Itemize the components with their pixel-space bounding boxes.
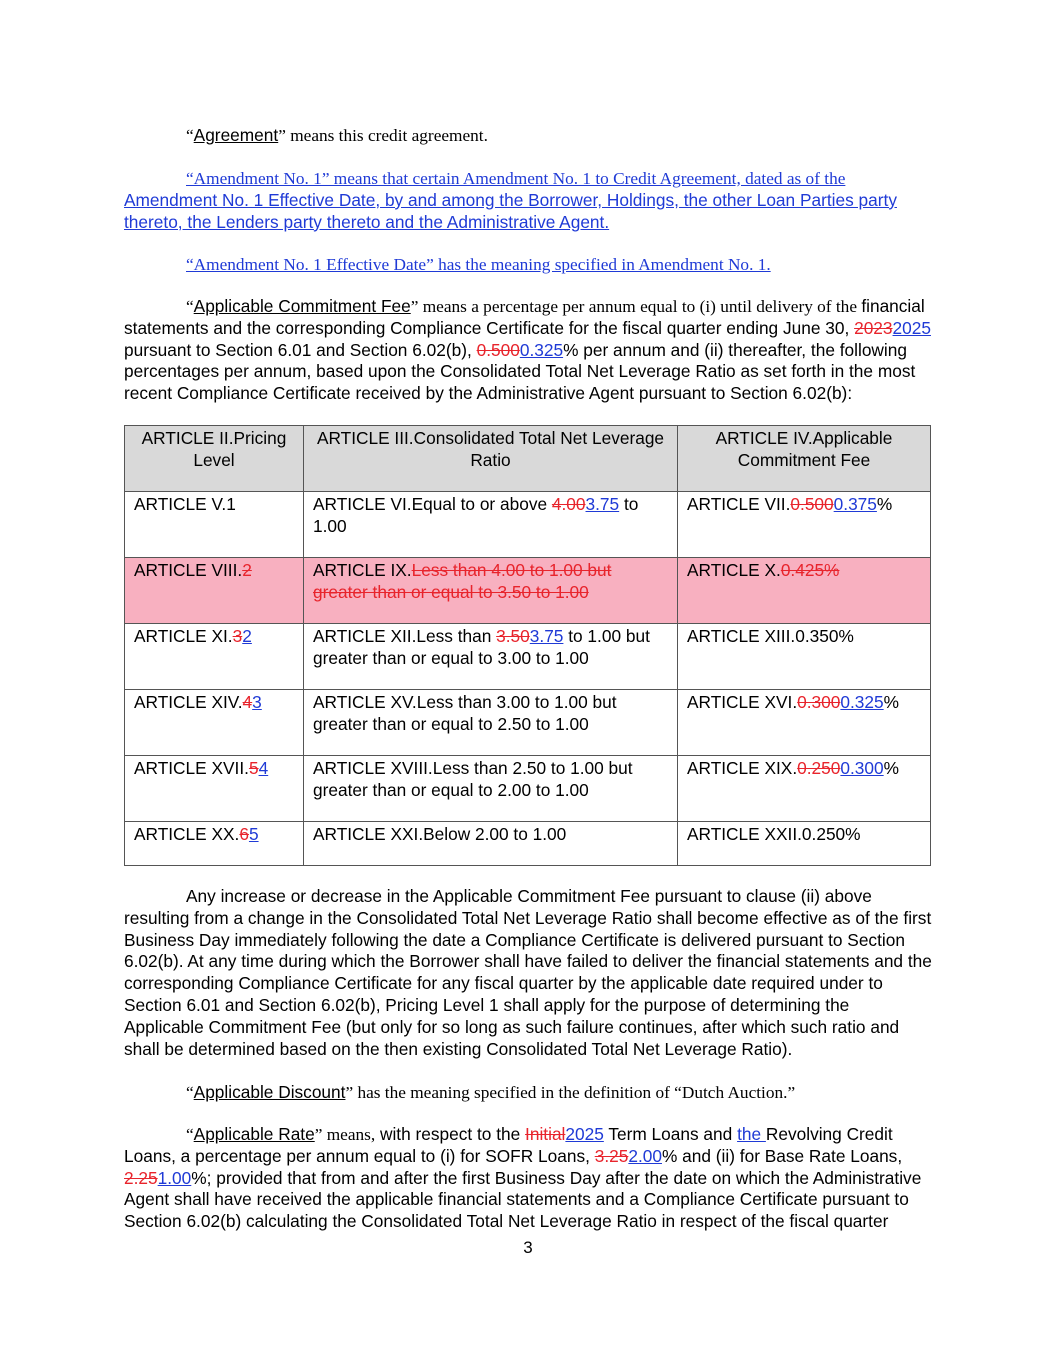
deleted-text: 3.25 [594, 1145, 629, 1166]
inserted-text: 2025 [892, 317, 931, 338]
table-row [125, 690, 931, 756]
definition-applicable-discount: “Applicable Discount” has the meaning specified in the definition of “Dutch Auction.” [186, 1082, 796, 1102]
deleted-text: 2.25 [124, 1167, 158, 1188]
inserted-text: 1.00 [157, 1167, 192, 1188]
table-row-deleted [125, 558, 931, 624]
deleted-text: 2023 [854, 317, 893, 338]
header-pricing-level: ARTICLE II.Pricing Level [125, 426, 304, 492]
defined-term: Applicable Rate [193, 1124, 315, 1144]
pricing-level-cell: ARTICLE XIV.43 [125, 690, 304, 756]
commitment-fee-cell: ARTICLE VII.0.5000.375% [678, 492, 931, 558]
pricing-level-cell: ARTICLE XX.65 [125, 822, 304, 866]
header-commitment-fee: ARTICLE IV.Applicable Commitment Fee [678, 426, 931, 492]
table-header-row [125, 426, 931, 492]
definition-applicable-commitment-fee: “Applicable Commitment Fee” means a percentage per annum equal to (i) until delivery of the financial statements and the corresponding Compliance Certificate for the fiscal quarter ending June 30, 20232025 pursuant to Section 6.01 and Section 6.02(b), 0.5000.325% per annum and (ii) thereafter, the following percentages per annum, based upon the Consolidated Total Net Leverage Ratio as set forth in the most recent Compliance Certificate received by the Administrative Agent pursuant to Section 6.02(b): [124, 296, 931, 404]
inserted-text: 0.325 [519, 339, 564, 360]
commitment-fee-adjustment-paragraph: Any increase or decrease in the Applicable Commitment Fee pursuant to clause (ii) above resulting from a change in the Consolidated Total Net Leverage Ratio shall become effective as of the first Business Day immediately following the date a Compliance Certificate is delivered pursuant to Section 6.02(b). At any time during which the Borrower shall have failed to deliver the financial statements and the corresponding Compliance Certificate for any fiscal quarter by the applicable date required under to Section 6.01 and Section 6.02(b), Pricing Level 1 shall apply for the purpose of determining the Applicable Commitment Fee (but only for so long as such failure continues, after which such ratio and shall be determined based on the then existing Consolidated Total Net Leverage Ratio). [124, 886, 932, 1059]
table-row [125, 492, 931, 558]
page-number: 3 [523, 1238, 533, 1257]
header-leverage-ratio: ARTICLE III.Consolidated Total Net Leverage Ratio [304, 426, 678, 492]
pricing-level-cell: ARTICLE V.1 [125, 492, 304, 558]
deleted-text: 0.500 [476, 339, 520, 360]
commitment-fee-cell: ARTICLE XVI.0.3000.325% [678, 690, 931, 756]
leverage-ratio-cell: ARTICLE VI.Equal to or above 4.003.75 to 1.00 [304, 492, 678, 558]
definition-agreement: “Agreement” means this credit agreement. [186, 125, 488, 145]
definition-applicable-rate: “Applicable Rate” means, with respect to the Initial2025 Term Loans and the Revolving Credit Loans, a percentage per annum equal to (i) for SOFR Loans, 3.252.00% and (ii) for Base Rate Loans, 2.251.00%; provided that from and after the first Business Day after the date on which the Administrative Agent shall have received the applicable financial statements and a Compliance Certificate pursuant to Section 6.02(b) calculating the Consolidated Total Net Leverage Ratio in respect of the fiscal quarter [124, 1124, 922, 1232]
leverage-ratio-cell: ARTICLE XVIII.Less than 2.50 to 1.00 but greater than or equal to 2.00 to 1.00 [304, 756, 678, 822]
table-row [125, 822, 931, 866]
leverage-ratio-cell: ARTICLE XV.Less than 3.00 to 1.00 but greater than or equal to 2.50 to 1.00 [304, 690, 678, 756]
pricing-level-cell: ARTICLE XVII.54 [125, 756, 304, 822]
commitment-fee-cell: ARTICLE XXII.0.250% [678, 822, 931, 866]
inserted-text: the [737, 1124, 766, 1144]
leverage-ratio-cell: ARTICLE XII.Less than 3.503.75 to 1.00 but greater than or equal to 3.00 to 1.00 [304, 624, 678, 690]
defined-term: Applicable Discount [193, 1082, 346, 1102]
inserted-text: 2.00 [628, 1145, 662, 1166]
pricing-level-cell: ARTICLE XI.32 [125, 624, 304, 690]
definition-amendment-1: “Amendment No. 1” means that certain Amendment No. 1 to Credit Agreement, dated as of the Amendment No. 1 Effective Date, by and among the Borrower, Holdings, the other Loan Parties party thereto, the Lenders party thereto and the Administrative Agent. [124, 169, 897, 232]
table-row [125, 624, 931, 690]
commitment-fee-cell: ARTICLE X.0.425% [678, 558, 931, 624]
commitment-fee-cell: ARTICLE XIII.0.350% [678, 624, 931, 690]
deleted-text: Initial [525, 1124, 566, 1144]
leverage-ratio-cell: ARTICLE XXI.Below 2.00 to 1.00 [304, 822, 678, 866]
defined-term: Agreement [193, 125, 279, 145]
table-row [125, 756, 931, 822]
inserted-text: 2025 [565, 1124, 604, 1144]
definition-amendment-1-effective-date: “Amendment No. 1 Effective Date” has the meaning specified in Amendment No. 1. [186, 255, 771, 274]
pricing-table [124, 425, 931, 866]
leverage-ratio-cell: ARTICLE IX.Less than 4.00 to 1.00 but greater than or equal to 3.50 to 1.00 [304, 558, 678, 624]
pricing-level-cell: ARTICLE VIII.2 [125, 558, 304, 624]
defined-term: Applicable Commitment Fee [193, 296, 411, 316]
commitment-fee-cell: ARTICLE XIX.0.2500.300% [678, 756, 931, 822]
